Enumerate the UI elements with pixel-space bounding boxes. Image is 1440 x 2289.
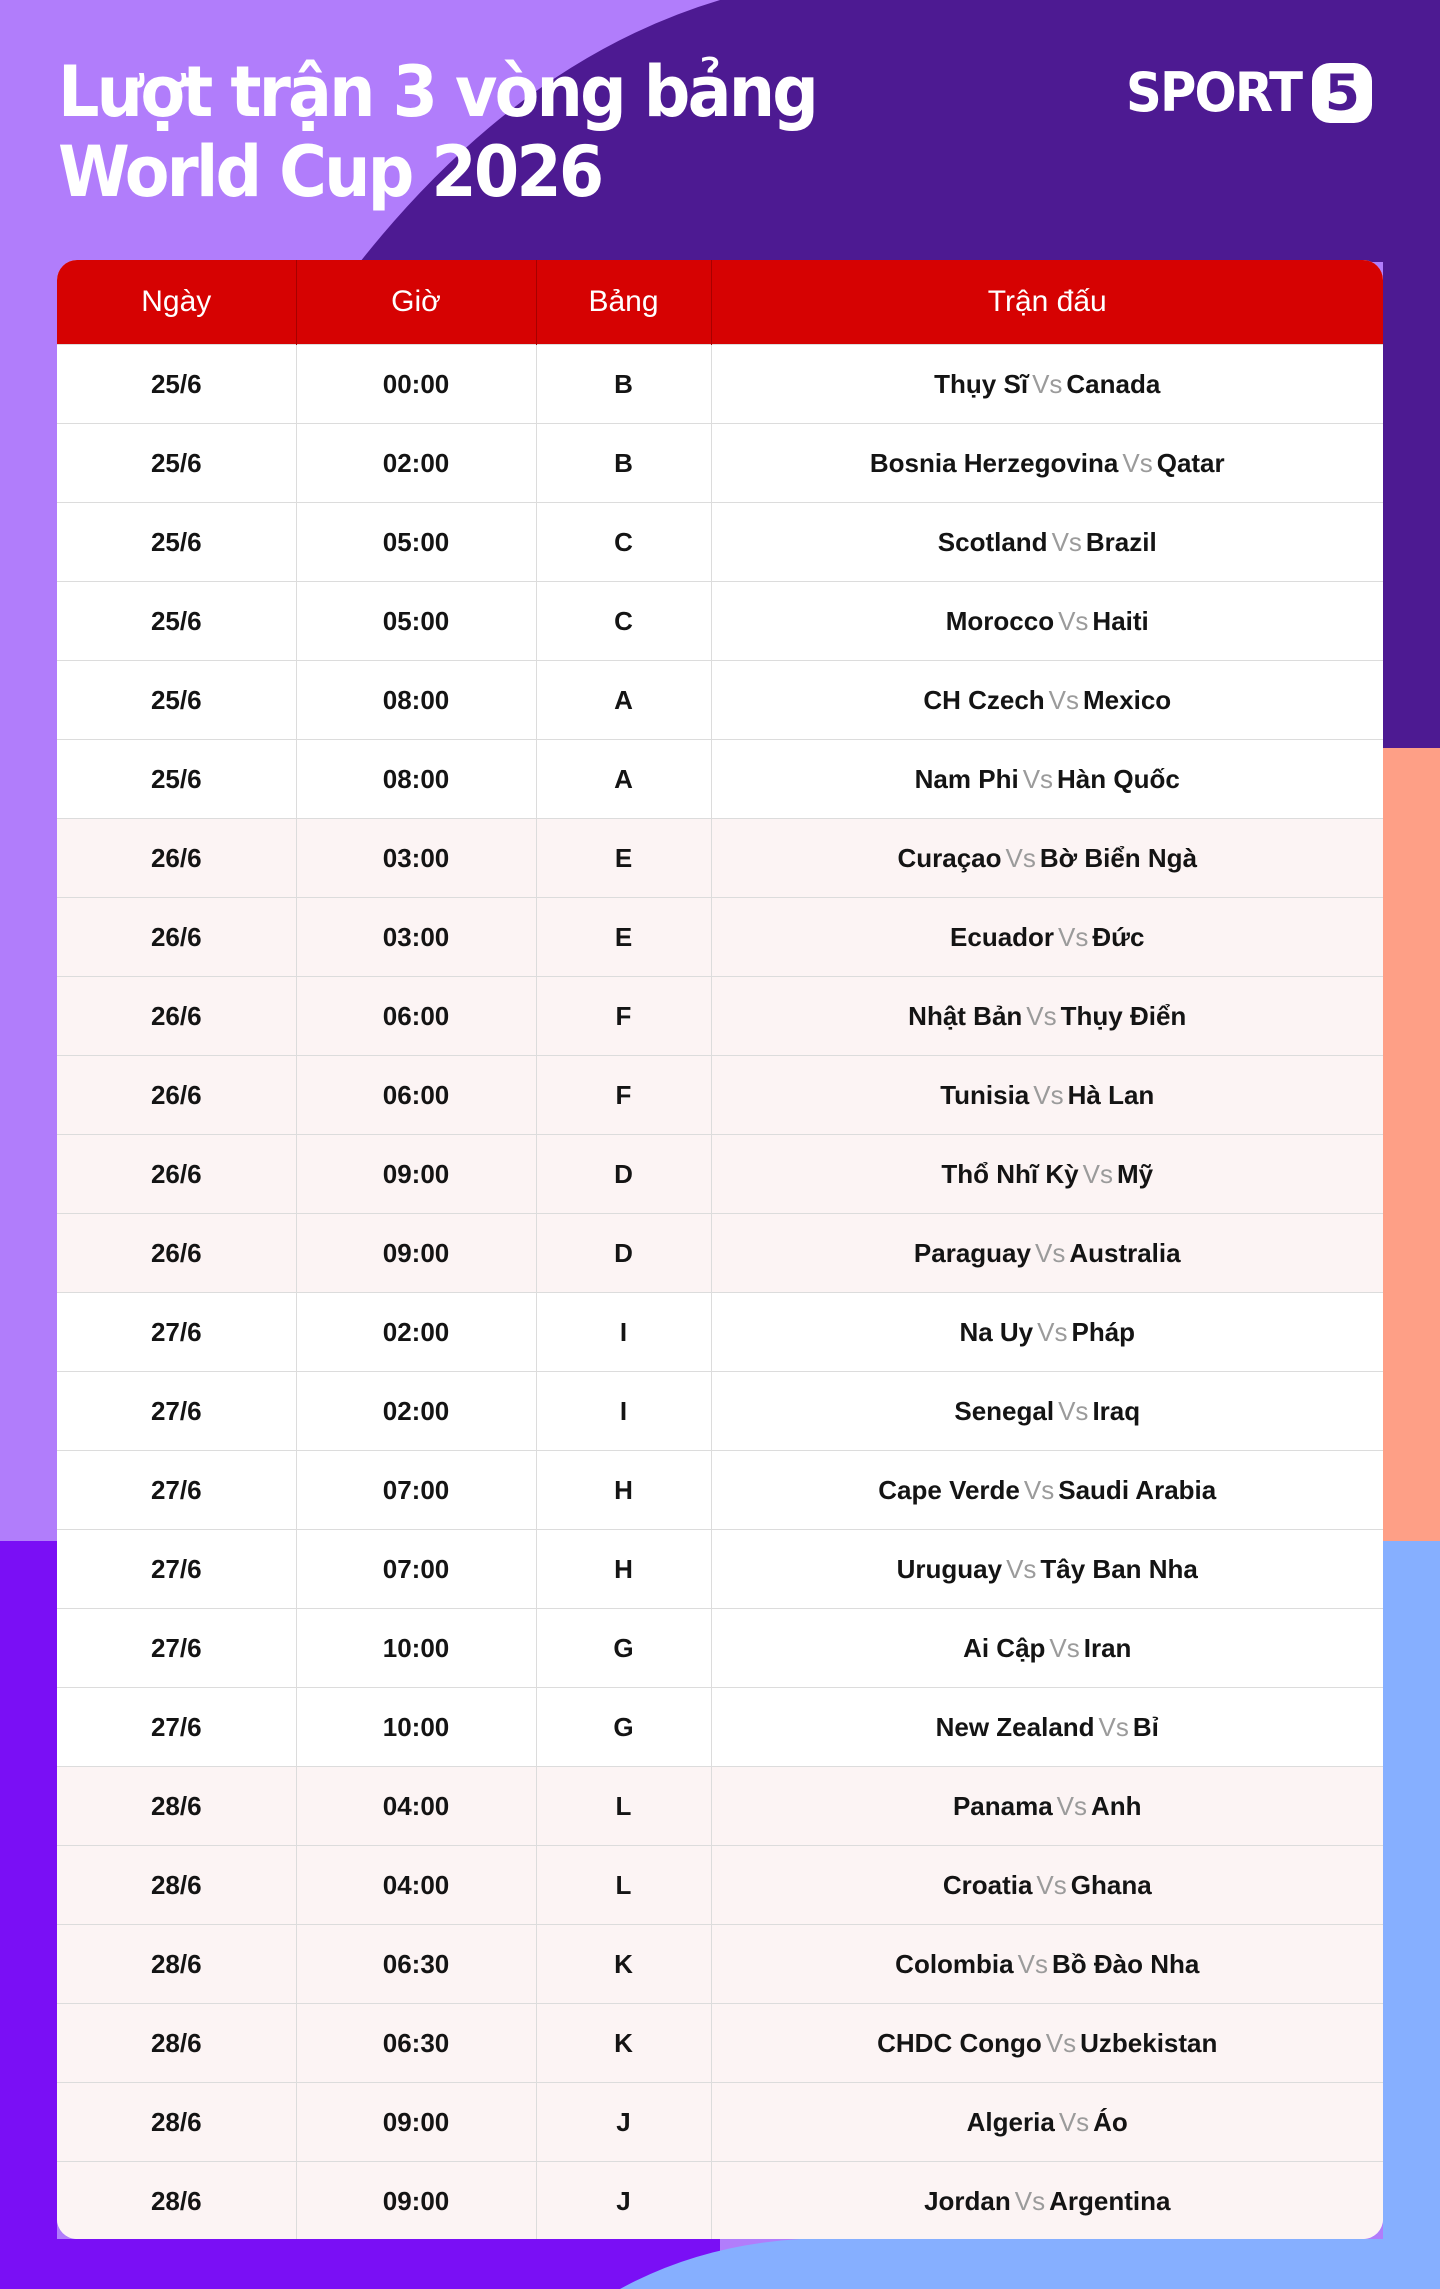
table-row (57, 1372, 1383, 1451)
vs-label: Vs (1006, 1553, 1037, 1584)
header-time: Giờ (296, 260, 536, 345)
cell-date: 28/6 (57, 2083, 296, 2162)
table-row (57, 819, 1383, 898)
home-team: Uruguay (896, 1553, 1003, 1584)
cell-group: H (536, 1530, 711, 1609)
schedule-table-card (57, 260, 1383, 2239)
away-team: Mỹ (1116, 1158, 1154, 1189)
away-team: Qatar (1156, 447, 1225, 478)
cell-date: 25/6 (57, 424, 296, 503)
title-line-2: World Cup 2026 (58, 131, 602, 213)
cell-time: 03:00 (296, 898, 536, 977)
cell-date: 25/6 (57, 503, 296, 582)
table-row (57, 2162, 1383, 2240)
cell-match (711, 740, 1383, 819)
table-row (57, 2004, 1383, 2083)
cell-match (711, 661, 1383, 740)
away-team: Uzbekistan (1080, 2027, 1218, 2058)
cell-time: 07:00 (296, 1451, 536, 1530)
cell-time: 06:00 (296, 977, 536, 1056)
sport5-logo (1126, 60, 1372, 126)
cell-group: G (536, 1688, 711, 1767)
cell-date: 27/6 (57, 1609, 296, 1688)
table-row (57, 1688, 1383, 1767)
home-team: Paraguay (913, 1237, 1031, 1268)
cell-group: L (536, 1767, 711, 1846)
vs-label: Vs (1026, 1000, 1057, 1031)
table-row (57, 1214, 1383, 1293)
cell-time: 10:00 (296, 1688, 536, 1767)
cell-time: 06:00 (296, 1056, 536, 1135)
cell-match (711, 1609, 1383, 1688)
header-match: Trận đấu (711, 260, 1383, 345)
cell-group: H (536, 1451, 711, 1530)
home-team: Curaçao (897, 842, 1002, 873)
cell-group: D (536, 1214, 711, 1293)
cell-group: A (536, 661, 711, 740)
cell-time: 09:00 (296, 2162, 536, 2240)
vs-label: Vs (1032, 368, 1063, 399)
cell-date: 25/6 (57, 661, 296, 740)
table-row (57, 424, 1383, 503)
vs-label: Vs (1098, 1711, 1129, 1742)
cell-group: C (536, 503, 711, 582)
cell-group: K (536, 2004, 711, 2083)
cell-date: 25/6 (57, 345, 296, 424)
cell-match (711, 1846, 1383, 1925)
cell-group: C (536, 582, 711, 661)
table-row (57, 1846, 1383, 1925)
cell-match (711, 345, 1383, 424)
cell-group: E (536, 898, 711, 977)
vs-label: Vs (1048, 684, 1080, 715)
home-team: Senegal (954, 1395, 1055, 1426)
cell-group: D (536, 1135, 711, 1214)
vs-label: Vs (1034, 1237, 1066, 1268)
table-row (57, 1767, 1383, 1846)
vs-label: Vs (1082, 1158, 1113, 1189)
cell-match (711, 582, 1383, 661)
home-team: Croatia (942, 1869, 1033, 1900)
cell-date: 27/6 (57, 1372, 296, 1451)
cell-time: 06:30 (296, 2004, 536, 2083)
vs-label: Vs (1058, 605, 1089, 636)
away-team: Brazil (1085, 526, 1157, 557)
away-team: Haiti (1092, 605, 1149, 636)
cell-date: 28/6 (57, 1925, 296, 2004)
table-row (57, 1293, 1383, 1372)
bg-blue-bottom (620, 2239, 1440, 2289)
cell-match (711, 2162, 1383, 2240)
cell-date: 26/6 (57, 819, 296, 898)
vs-label: Vs (1036, 1869, 1067, 1900)
cell-match (711, 1135, 1383, 1214)
vs-label: Vs (1005, 842, 1036, 873)
table-row (57, 977, 1383, 1056)
logo-number-badge: 5 (1312, 63, 1372, 123)
away-team: Anh (1091, 1790, 1142, 1821)
table-body (57, 345, 1383, 2240)
title-line-1: Lượt trận 3 vòng bảng (58, 51, 817, 133)
cell-group: F (536, 1056, 711, 1135)
cell-time: 03:00 (296, 819, 536, 898)
away-team: Bờ Biển Ngà (1039, 842, 1198, 873)
home-team: Thụy Sĩ (934, 368, 1029, 399)
cell-group: J (536, 2083, 711, 2162)
home-team: Jordan (924, 2185, 1011, 2216)
cell-time: 09:00 (296, 2083, 536, 2162)
table-row (57, 1609, 1383, 1688)
cell-date: 25/6 (57, 582, 296, 661)
cell-date: 25/6 (57, 740, 296, 819)
cell-group: I (536, 1293, 711, 1372)
cell-time: 00:00 (296, 345, 536, 424)
table-row (57, 503, 1383, 582)
cell-group: K (536, 1925, 711, 2004)
cell-match (711, 1056, 1383, 1135)
bg-salmon-strip (1383, 748, 1440, 1541)
home-team: Ecuador (950, 921, 1055, 952)
away-team: Australia (1069, 1237, 1181, 1268)
table-row (57, 898, 1383, 977)
cell-date: 28/6 (57, 2162, 296, 2240)
cell-time: 05:00 (296, 582, 536, 661)
cell-match (711, 1372, 1383, 1451)
cell-group: G (536, 1609, 711, 1688)
cell-date: 28/6 (57, 2004, 296, 2083)
cell-date: 27/6 (57, 1293, 296, 1372)
vs-label: Vs (1017, 1948, 1048, 1979)
table-row (57, 2083, 1383, 2162)
vs-label: Vs (1014, 2185, 1046, 2216)
cell-match (711, 2083, 1383, 2162)
away-team: Argentina (1049, 2185, 1171, 2216)
table-row (57, 1530, 1383, 1609)
cell-match (711, 1451, 1383, 1530)
home-team: Nam Phi (914, 763, 1019, 794)
home-team: New Zealand (935, 1711, 1095, 1742)
away-team: Iran (1083, 1632, 1132, 1663)
cell-group: F (536, 977, 711, 1056)
cell-time: 02:00 (296, 1293, 536, 1372)
vs-label: Vs (1058, 921, 1089, 952)
cell-match (711, 503, 1383, 582)
away-team: Tây Ban Nha (1040, 1553, 1198, 1584)
vs-label: Vs (1045, 2027, 1077, 2058)
home-team: Bosnia Herzegovina (869, 447, 1119, 478)
cell-match (711, 977, 1383, 1056)
cell-date: 26/6 (57, 1135, 296, 1214)
cell-date: 27/6 (57, 1688, 296, 1767)
away-team: Bỉ (1132, 1711, 1159, 1742)
table-row (57, 740, 1383, 819)
table-header-row (57, 260, 1383, 345)
bg-blue-block (1383, 1541, 1440, 2289)
away-team: Pháp (1071, 1316, 1136, 1347)
home-team: Nhật Bản (908, 1000, 1023, 1031)
away-team: Thụy Điển (1060, 1000, 1187, 1031)
vs-label: Vs (1049, 1632, 1080, 1663)
home-team: Tunisia (940, 1079, 1030, 1110)
home-team: Algeria (966, 2106, 1055, 2137)
cell-time: 05:00 (296, 503, 536, 582)
cell-match (711, 1767, 1383, 1846)
cell-match (711, 1925, 1383, 2004)
table-row (57, 345, 1383, 424)
vs-label: Vs (1033, 1079, 1064, 1110)
vs-label: Vs (1022, 763, 1054, 794)
cell-group: L (536, 1846, 711, 1925)
home-team: CH Czech (923, 684, 1045, 715)
cell-match (711, 424, 1383, 503)
vs-label: Vs (1058, 1395, 1089, 1426)
table-row (57, 1925, 1383, 2004)
cell-date: 27/6 (57, 1530, 296, 1609)
cell-match (711, 1530, 1383, 1609)
table-row (57, 1056, 1383, 1135)
away-team: Canada (1066, 368, 1161, 399)
vs-label: Vs (1058, 2106, 1090, 2137)
cell-date: 27/6 (57, 1451, 296, 1530)
logo-text: SPORT (1126, 61, 1302, 124)
home-team: Ai Cập (963, 1632, 1046, 1663)
cell-group: J (536, 2162, 711, 2240)
cell-group: I (536, 1372, 711, 1451)
cell-time: 08:00 (296, 661, 536, 740)
table-row (57, 1451, 1383, 1530)
bg-violet-block (0, 1541, 57, 2289)
cell-match (711, 819, 1383, 898)
cell-time: 10:00 (296, 1609, 536, 1688)
vs-label: Vs (1037, 1316, 1068, 1347)
cell-match (711, 2004, 1383, 2083)
cell-time: 08:00 (296, 740, 536, 819)
vs-label: Vs (1051, 526, 1082, 557)
cell-time: 07:00 (296, 1530, 536, 1609)
away-team: Hàn Quốc (1057, 763, 1180, 794)
away-team: Đức (1092, 921, 1145, 952)
table-row (57, 1135, 1383, 1214)
table-row (57, 661, 1383, 740)
away-team: Áo (1093, 2106, 1128, 2137)
cell-time: 04:00 (296, 1767, 536, 1846)
cell-group: A (536, 740, 711, 819)
cell-time: 02:00 (296, 1372, 536, 1451)
away-team: Mexico (1083, 684, 1172, 715)
home-team: Colombia (895, 1948, 1014, 1979)
home-team: Cape Verde (878, 1474, 1020, 1505)
cell-time: 09:00 (296, 1214, 536, 1293)
vs-label: Vs (1023, 1474, 1055, 1505)
home-team: Morocco (945, 605, 1055, 636)
cell-time: 09:00 (296, 1135, 536, 1214)
cell-time: 02:00 (296, 424, 536, 503)
cell-date: 26/6 (57, 977, 296, 1056)
cell-match (711, 1214, 1383, 1293)
home-team: Thổ Nhĩ Kỳ (941, 1158, 1079, 1189)
cell-group: B (536, 345, 711, 424)
away-team: Iraq (1092, 1395, 1141, 1426)
schedule-table (57, 260, 1383, 2239)
cell-time: 06:30 (296, 1925, 536, 2004)
page-title (58, 52, 816, 212)
cell-date: 26/6 (57, 898, 296, 977)
away-team: Ghana (1070, 1869, 1152, 1900)
home-team: Scotland (937, 526, 1048, 557)
header-group: Bảng (536, 260, 711, 345)
cell-date: 26/6 (57, 1056, 296, 1135)
home-team: Na Uy (959, 1316, 1034, 1347)
bg-violet-bottom (0, 2239, 720, 2289)
away-team: Bồ Đào Nha (1051, 1948, 1200, 1979)
away-team: Hà Lan (1067, 1079, 1155, 1110)
cell-group: E (536, 819, 711, 898)
table-row (57, 582, 1383, 661)
cell-match (711, 1293, 1383, 1372)
away-team: Saudi Arabia (1058, 1474, 1217, 1505)
header-date: Ngày (57, 260, 296, 345)
cell-date: 28/6 (57, 1767, 296, 1846)
cell-group: B (536, 424, 711, 503)
cell-match (711, 1688, 1383, 1767)
cell-match (711, 898, 1383, 977)
vs-label: Vs (1056, 1790, 1088, 1821)
cell-time: 04:00 (296, 1846, 536, 1925)
cell-date: 26/6 (57, 1214, 296, 1293)
home-team: Panama (952, 1790, 1053, 1821)
vs-label: Vs (1122, 447, 1153, 478)
cell-date: 28/6 (57, 1846, 296, 1925)
home-team: CHDC Congo (877, 2027, 1042, 2058)
